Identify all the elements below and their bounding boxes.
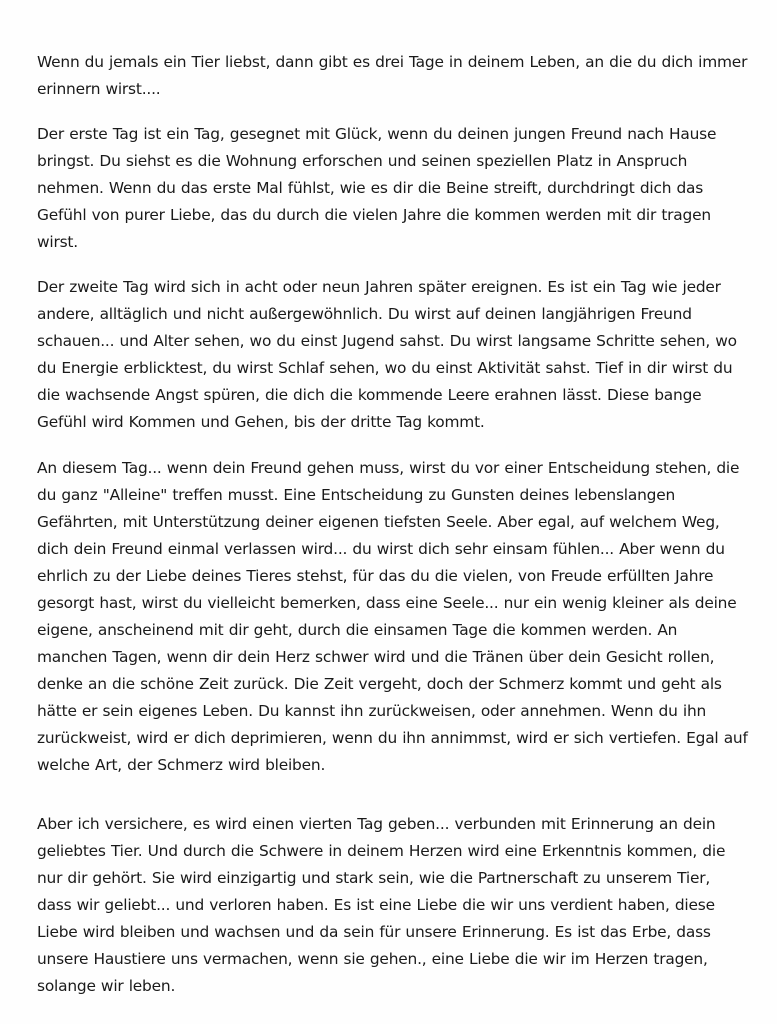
paragraph-first-day: Der erste Tag ist ein Tag, gesegnet mit Glück, wenn du deinen jungen Freund nach Hause bringst. Du siehst es die Wohnung erforschen und seinen speziellen Platz in Anspruch nehmen. Wenn du das erste Mal fühlst, wie es dir die Beine streift, durchdringt dich das Gefühl von purer Liebe, das du durch die vielen Jahre die kommen werden mit dir tragen wirst. (37, 125, 717, 251)
paragraph-third-day: An diesem Tag... wenn dein Freund gehen muss, wirst du vor einer Entscheidung stehen, die du ganz "Alleine" treffen musst. Eine Entscheidung zu Gunsten deines lebenslangen Gefährten, mit Unterstützung deiner eigenen tiefsten Seele. Aber egal, auf welchem Weg, dich dein Freund einmal verlassen wird... du wirst dich sehr einsam fühlen... Aber wenn du ehrlich zu der Liebe deines Tieres stehst, für das du die vielen, von Freude erfüllten Jahre gesorgt hast, wirst du vielleicht bemerken, dass eine Seele... nur ein wenig kleiner als deine eigene, anscheinend mit dir geht, durch die einsamen Tage die kommen werden. An manchen Tagen, wenn dir dein Herz schwer wird und die Tränen über dein Gesicht rollen, denke an die schöne Zeit zurück. Die Zeit vergeht, doch der Schmerz kommt und geht als hätte er sein eigenes Leben. Du kannst ihn zurückweisen, oder annehmen. Wenn du ihn zurückweist, wird er dich deprimieren, wenn du ihn annimmst, wird er sich vertiefen. Egal auf welche Art, der Schmerz wird bleiben. (37, 459, 748, 774)
paragraph-second-day: Der zweite Tag wird sich in acht oder neun Jahren später ereignen. Es ist ein Tag wie jeder andere, alltäglich und nicht außergewöhnlich. Du wirst auf deinen langjährigen Freund schauen... und Alter sehen, wo du einst Jugend sahst. Du wirst langsame Schritte sehen, wo du Energie erblicktest, du wirst Schlaf sehen, wo du einst Aktivität sahst. Tief in dir wirst du die wachsende Angst spüren, die dich die kommende Leere erahnen lässt. Diese bange Gefühl wird Kommen und Gehen, bis der dritte Tag kommt. (37, 278, 737, 431)
paragraph-intro: Wenn du jemals ein Tier liebst, dann gibt es drei Tage in deinem Leben, an die du dich immer erinnern wirst.... (37, 53, 748, 98)
paragraph-fourth-day: Aber ich versichere, es wird einen vierten Tag geben... verbunden mit Erinnerung an dein geliebtes Tier. Und durch die Schwere in deinem Herzen wird eine Erkenntnis kommen, die nur dir gehört. Sie wird einzigartig und stark sein, wie die Partnerschaft zu unserem Tier, dass wir geliebt... und verloren haben. Es ist eine Liebe die wir uns verdient haben, diese Liebe wird bleiben und wachsen und da sein für unsere Erinnerung. Es ist das Erbe, dass unsere Haustiere uns vermachen, wenn sie gehen., eine Liebe die wir im Herzen tragen, solange wir leben. (37, 815, 726, 995)
